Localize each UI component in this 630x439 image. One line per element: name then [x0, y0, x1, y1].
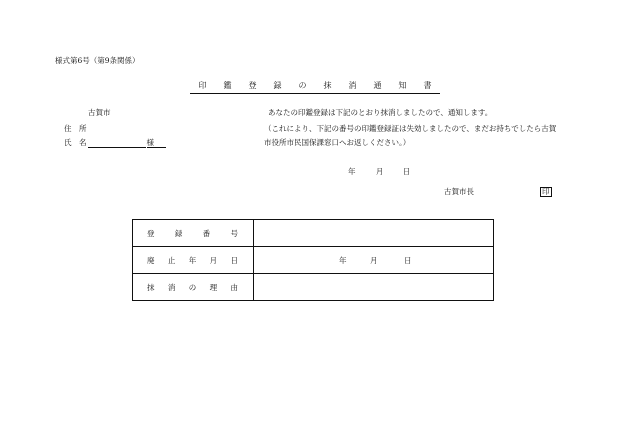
title-char: 知 [398, 81, 407, 90]
title-char: 印 [198, 81, 207, 90]
label-char: の [188, 282, 197, 292]
name-blank-line [88, 140, 146, 148]
notice-line-3: 市役所市民国保課窓口へお返しください。） [264, 138, 411, 147]
label-char: 登 [147, 228, 155, 238]
name-row [64, 139, 166, 148]
address-label: 住 所 [64, 124, 87, 133]
label-char: 消 [167, 282, 176, 292]
label-char: 抹 [147, 282, 155, 292]
label-char: 廃 [147, 255, 155, 265]
document-title-row [0, 80, 630, 94]
honorific: 様 [146, 138, 154, 147]
value-cancellation-reason [254, 274, 494, 301]
title-char: 録 [273, 81, 282, 90]
title-char: の [298, 81, 307, 90]
date-day: 日 [402, 167, 411, 176]
label-char: 由 [230, 282, 238, 292]
honorific-trailing-line [154, 140, 166, 148]
label-char: 止 [167, 255, 176, 265]
label-registration-number [133, 220, 254, 247]
table-row [133, 220, 494, 247]
date-year: 年 [339, 256, 347, 265]
label-char: 年 [188, 255, 197, 265]
label-char: 録 [174, 228, 183, 238]
form-number: 様式第6号（第9条関係） [55, 56, 140, 65]
value-abolished-date [254, 247, 494, 274]
label-abolished-date [133, 247, 254, 274]
label-cancellation-reason [133, 274, 254, 301]
title-char: 消 [348, 81, 357, 90]
date-year: 年 [348, 167, 356, 176]
seal-mark: 印 [542, 187, 550, 196]
table-row [133, 247, 494, 274]
addressee-city: 古賀市 [88, 108, 111, 117]
document-title [190, 80, 440, 94]
issuer-title: 古賀市長 [444, 187, 474, 196]
table-row [133, 274, 494, 301]
title-char: 登 [248, 81, 257, 90]
title-char: 鑑 [223, 81, 232, 90]
label-char: 番 [202, 228, 211, 238]
title-char: 書 [423, 81, 432, 90]
date-month: 月 [370, 256, 378, 265]
label-char: 理 [209, 282, 218, 292]
title-char: 抹 [323, 81, 332, 90]
title-char: 通 [373, 81, 382, 90]
notice-line-2: （これにより、下記の番号の印鑑登録証は失効しましたので、まだお持ちでしたら古賀 [264, 124, 557, 133]
date-day: 日 [404, 256, 412, 265]
label-char: 号 [230, 228, 238, 238]
date-month: 月 [375, 167, 384, 176]
registration-table [132, 219, 494, 301]
name-label: 氏 名 [64, 138, 87, 147]
label-char: 日 [230, 255, 238, 265]
value-registration-number [254, 220, 494, 247]
notice-line-1: あなたの印鑑登録は下記のとおり抹消しましたので、通知します。 [268, 108, 493, 117]
issue-date [348, 168, 410, 176]
label-char: 月 [209, 255, 218, 265]
